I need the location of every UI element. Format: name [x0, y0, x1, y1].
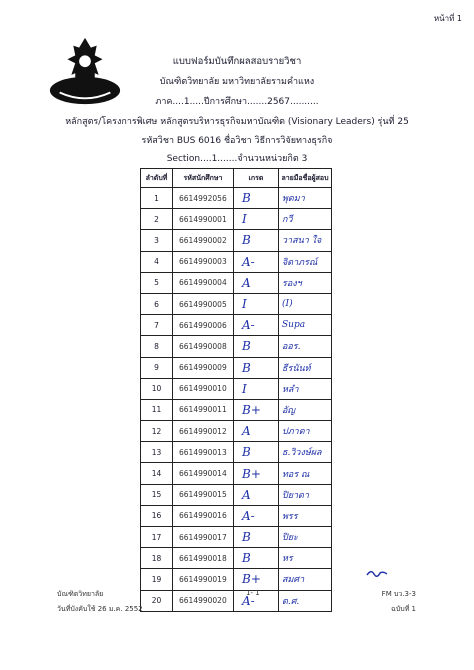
table-row — [141, 463, 332, 484]
col-header-no: ลำดับที่ — [141, 169, 173, 188]
table-row — [141, 505, 332, 526]
col-header-student-id: รหัสนักศึกษา — [173, 169, 234, 188]
signature-cell: ปิยาดา — [279, 484, 332, 505]
footer-department: บัณฑิตวิทยาลัย — [57, 590, 104, 598]
row-number-cell: 2 — [141, 209, 173, 230]
grade-cell: I — [234, 293, 279, 314]
signature-cell: พุดมา — [279, 188, 332, 209]
row-number-cell: 14 — [141, 463, 173, 484]
student-id-cell: 6614990019 — [173, 569, 234, 590]
grade-cell: I — [234, 209, 279, 230]
student-id-cell: 6614990016 — [173, 505, 234, 526]
grade-cell: B+ — [234, 569, 279, 590]
grade-cell: B — [234, 527, 279, 548]
grade-cell: B — [234, 336, 279, 357]
page-number: หน้าที่ 1 — [433, 14, 462, 23]
row-number-cell: 16 — [141, 505, 173, 526]
student-id-cell: 6614990017 — [173, 527, 234, 548]
form-title: แบบฟอร์มบันทึกผลสอบรายวิชา — [172, 56, 302, 67]
student-id-cell: 6614990020 — [173, 590, 234, 611]
row-number-cell: 4 — [141, 251, 173, 272]
handwritten-signature-mark — [366, 568, 388, 578]
student-id-cell: 6614990014 — [173, 463, 234, 484]
signature-cell: หร — [279, 548, 332, 569]
table-row — [141, 188, 332, 209]
grade-cell: B — [234, 548, 279, 569]
table-row — [141, 548, 332, 569]
row-number-cell: 15 — [141, 484, 173, 505]
student-id-cell: 6614990013 — [173, 442, 234, 463]
signature-cell: สมศา — [279, 569, 332, 590]
table-row — [141, 378, 332, 399]
institution-line: บัณฑิตวิทยาลัย มหาวิทยาลัยรามคำแหง — [159, 77, 315, 87]
signature-cell: พรร — [279, 505, 332, 526]
signature-cell: จิดาภรณ์ — [279, 251, 332, 272]
row-number-cell: 6 — [141, 293, 173, 314]
signature-cell: ธีรนันท์ — [279, 357, 332, 378]
student-id-cell: 6614990003 — [173, 251, 234, 272]
signature-cell: วาสนา ใจ — [279, 230, 332, 251]
student-id-cell: 6614990006 — [173, 315, 234, 336]
row-number-cell: 13 — [141, 442, 173, 463]
semester-line: ภาค....1.....ปีการศึกษา.......2567.......... — [155, 97, 319, 107]
course-line: รหัสวิชา BUS 6016 ชื่อวิชา วิธีการวิจัยทางธุรกิจ — [141, 136, 333, 146]
row-number-cell: 9 — [141, 357, 173, 378]
row-number-cell: 11 — [141, 399, 173, 420]
table-row — [141, 421, 332, 442]
grade-cell: B — [234, 357, 279, 378]
row-number-cell: 17 — [141, 527, 173, 548]
table-row — [141, 357, 332, 378]
table-row — [141, 527, 332, 548]
table-row — [141, 293, 332, 314]
signature-cell: ธ.วิวงษ์ผล — [279, 442, 332, 463]
student-id-cell: 6614990005 — [173, 293, 234, 314]
student-id-cell: 6614990010 — [173, 378, 234, 399]
student-id-cell: 6614992056 — [173, 188, 234, 209]
section-line: Section....1.......จำนวนหน่วยกิต 3 — [166, 154, 308, 164]
signature-cell: (I) — [279, 293, 332, 314]
grade-table — [140, 168, 332, 612]
grade-cell: B — [234, 188, 279, 209]
grade-cell: A- — [234, 590, 279, 611]
table-row — [141, 590, 332, 611]
footer-version: ฉบับที่ 1 — [391, 605, 416, 613]
row-number-cell: 12 — [141, 421, 173, 442]
table-row — [141, 442, 332, 463]
signature-cell: รองฯ — [279, 272, 332, 293]
row-number-cell: 5 — [141, 272, 173, 293]
table-row — [141, 251, 332, 272]
grade-cell: A- — [234, 505, 279, 526]
signature-cell: ปิยะ — [279, 527, 332, 548]
student-id-cell: 6614990004 — [173, 272, 234, 293]
grade-cell: B+ — [234, 399, 279, 420]
table-header-row — [141, 169, 332, 188]
table-row — [141, 336, 332, 357]
table-row — [141, 484, 332, 505]
grade-cell: B — [234, 230, 279, 251]
grade-cell: I — [234, 378, 279, 399]
grade-cell: A- — [234, 315, 279, 336]
footer-page-ref: 1- 1 — [246, 589, 260, 597]
row-number-cell: 20 — [141, 590, 173, 611]
table-row — [141, 209, 332, 230]
row-number-cell: 1 — [141, 188, 173, 209]
row-number-cell: 19 — [141, 569, 173, 590]
grade-cell: A — [234, 421, 279, 442]
row-number-cell: 7 — [141, 315, 173, 336]
table-row — [141, 315, 332, 336]
student-id-cell: 6614990018 — [173, 548, 234, 569]
student-id-cell: 6614990009 — [173, 357, 234, 378]
table-row — [141, 399, 332, 420]
student-id-cell: 6614990012 — [173, 421, 234, 442]
student-id-cell: 6614990001 — [173, 209, 234, 230]
col-header-signature: ลายมือชื่อผู้สอบ — [279, 169, 332, 188]
signature-cell: ปภาดา — [279, 421, 332, 442]
student-id-cell: 6614990002 — [173, 230, 234, 251]
signature-cell: หลำ — [279, 378, 332, 399]
grade-cell: B+ — [234, 463, 279, 484]
grade-cell: A — [234, 272, 279, 293]
grade-cell: A — [234, 484, 279, 505]
table-row — [141, 569, 332, 590]
signature-cell: ทอร ณ — [279, 463, 332, 484]
row-number-cell: 18 — [141, 548, 173, 569]
row-number-cell: 10 — [141, 378, 173, 399]
program-line: หลักสูตร/โครงการพิเศษ หลักสูตรบริหารธุรกิจมหาบัณฑิต (Visionary Leaders) รุ่นที่ 25 — [65, 117, 409, 127]
signature-cell: ต.ศ. — [279, 590, 332, 611]
signature-cell: กวี — [279, 209, 332, 230]
signature-cell: อัญ — [279, 399, 332, 420]
student-id-cell: 6614990015 — [173, 484, 234, 505]
signature-cell: ออร. — [279, 336, 332, 357]
col-header-grade: เกรด — [234, 169, 279, 188]
row-number-cell: 3 — [141, 230, 173, 251]
grade-cell: B — [234, 442, 279, 463]
table-row — [141, 230, 332, 251]
table-row — [141, 272, 332, 293]
signature-cell: Supa — [279, 315, 332, 336]
footer-effective-date: วันที่บังคับใช้ 26 ม.ค. 2552 — [57, 605, 143, 613]
row-number-cell: 8 — [141, 336, 173, 357]
footer-form-code: FM บว.3-3 — [381, 590, 416, 598]
student-id-cell: 6614990011 — [173, 399, 234, 420]
grade-cell: A- — [234, 251, 279, 272]
student-id-cell: 6614990008 — [173, 336, 234, 357]
